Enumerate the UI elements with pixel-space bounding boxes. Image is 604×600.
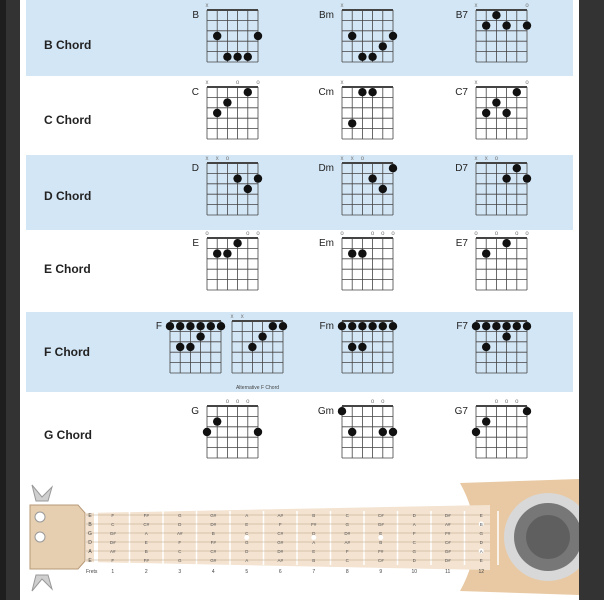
fret-number: 4: [211, 569, 215, 575]
open-string-mark: o: [235, 399, 240, 405]
fret-note: G: [177, 513, 182, 518]
fret-note: D: [412, 513, 416, 518]
fret-note: D: [412, 558, 416, 563]
chord-name: B: [192, 10, 199, 21]
fret-number: 12: [478, 569, 485, 575]
finger-dot: [207, 322, 215, 330]
muted-string-mark: x: [340, 80, 344, 86]
finger-dot: [502, 21, 510, 29]
finger-dot: [472, 322, 480, 330]
finger-dot: [482, 249, 490, 257]
fret-number: 1: [111, 569, 115, 575]
chord-name: B7: [455, 10, 468, 21]
finger-dot: [213, 417, 221, 425]
fret-note: G#: [210, 558, 217, 563]
open-string-mark: o: [340, 231, 344, 237]
fret-note: G: [479, 531, 484, 536]
chord-diagram: [231, 314, 288, 373]
fret-note: E: [245, 522, 249, 527]
open-string-mark: o: [205, 231, 209, 237]
chord-diagram: [319, 231, 395, 290]
chord-name: E7: [455, 238, 468, 249]
fret-note: B: [211, 531, 215, 536]
finger-dot: [523, 322, 531, 330]
finger-dot: [348, 428, 356, 436]
finger-dot: [523, 174, 531, 182]
finger-dot: [389, 32, 397, 40]
chord-name: Em: [319, 238, 334, 249]
chord-diagrams: [20, 0, 579, 480]
fret-note: D#: [444, 513, 451, 518]
chord-diagram: [191, 399, 262, 458]
finger-dot: [338, 322, 346, 330]
fret-note: C#: [377, 558, 384, 563]
finger-dot: [213, 109, 221, 117]
open-string-mark: o: [474, 231, 478, 237]
open-string-note: E: [88, 558, 92, 564]
finger-dot: [358, 53, 366, 61]
guitar-neck: [20, 475, 579, 600]
fret-note: C: [412, 540, 416, 545]
finger-dot: [368, 174, 376, 182]
open-string-note: B: [88, 522, 92, 528]
muted-string-mark: x: [340, 156, 344, 162]
finger-dot: [368, 53, 376, 61]
open-string-mark: o: [370, 399, 375, 405]
finger-dot: [523, 407, 531, 415]
fret-note: G#: [277, 540, 284, 545]
fret-note: C#: [444, 540, 451, 545]
chord-name: C: [191, 87, 199, 98]
fret-note: D#: [210, 522, 217, 527]
fret-note: E: [312, 549, 316, 554]
finger-dot: [223, 249, 231, 257]
fret-note: G: [412, 549, 417, 554]
finger-dot: [389, 428, 397, 436]
finger-dot: [379, 322, 387, 330]
open-string-note: G: [88, 531, 92, 537]
open-string-mark: o: [256, 80, 260, 86]
fret-note: G: [177, 558, 182, 563]
fret-note: C#: [377, 513, 384, 518]
chord-diagram: [319, 3, 397, 62]
chord-name: F: [155, 321, 162, 332]
tuning-peg: [35, 532, 45, 542]
alternative-chord-caption: Alternative F Chord: [235, 385, 280, 391]
chord-name: G7: [454, 406, 468, 417]
chord-diagram: [192, 80, 261, 139]
chord-diagram: [455, 399, 532, 458]
open-string-mark: o: [246, 399, 250, 405]
finger-dot: [492, 322, 500, 330]
fret-number: 5: [245, 569, 249, 575]
fret-note: F: [111, 558, 115, 563]
finger-dot: [379, 428, 387, 436]
fret-note: C: [345, 558, 349, 563]
chord-diagram: [456, 231, 530, 290]
chord-name: Dm: [318, 163, 334, 174]
fret-note: C: [111, 522, 115, 527]
finger-dot: [348, 322, 356, 330]
fret-note: D: [245, 549, 249, 554]
muted-string-mark: x: [205, 156, 209, 162]
fret-note: A: [312, 540, 316, 545]
fret-note: G: [244, 540, 249, 545]
chord-diagram: [318, 399, 397, 458]
finger-dot: [233, 174, 241, 182]
finger-dot: [513, 164, 521, 172]
row-label-b: B Chord: [44, 38, 92, 52]
fret-number: 2: [144, 569, 148, 575]
finger-dot: [223, 98, 231, 106]
finger-dot: [213, 32, 221, 40]
fret-note: B: [312, 513, 316, 518]
fret-number: 7: [312, 569, 316, 575]
open-string-mark: o: [256, 231, 260, 237]
fret-note: A: [245, 558, 249, 563]
finger-dot: [482, 21, 490, 29]
fret-note: C#: [210, 549, 217, 554]
chord-chart-sheet: [20, 0, 579, 600]
finger-dot: [482, 109, 490, 117]
open-string-note: E: [88, 513, 92, 519]
fret-note: C#: [277, 531, 284, 536]
finger-dot: [513, 88, 521, 96]
fret-note: C: [245, 531, 249, 536]
fret-note: A#: [444, 522, 451, 527]
fret-note: D: [312, 531, 316, 536]
finger-dot: [502, 322, 510, 330]
finger-dot: [348, 32, 356, 40]
finger-dot: [389, 164, 397, 172]
finger-dot: [513, 322, 521, 330]
open-string-mark: o: [525, 80, 529, 86]
neck-nut: [94, 512, 98, 564]
finger-dot: [502, 109, 510, 117]
muted-string-mark: x: [205, 80, 209, 86]
fret-note: D#: [277, 549, 284, 554]
muted-string-mark: x: [205, 3, 209, 9]
finger-dot: [348, 249, 356, 257]
open-string-mark: o: [515, 231, 519, 237]
finger-dot: [254, 428, 262, 436]
row-label-g: G Chord: [44, 428, 92, 442]
row-label-c: C Chord: [44, 113, 92, 127]
open-string-note: D: [88, 540, 92, 546]
fret-note: E: [144, 540, 148, 545]
finger-dot: [244, 53, 252, 61]
finger-dot: [176, 343, 184, 351]
chord-diagram: [320, 321, 398, 373]
fret-number: 8: [345, 569, 349, 575]
finger-dot: [186, 322, 194, 330]
muted-string-mark: x: [350, 156, 354, 162]
finger-dot: [472, 428, 480, 436]
finger-dot: [348, 119, 356, 127]
tuning-peg: [35, 512, 45, 522]
fret-note: A: [479, 549, 483, 554]
finger-dot: [502, 239, 510, 247]
open-string-note: A: [88, 549, 92, 555]
fret-note: F#: [445, 531, 451, 536]
chord-diagram: [455, 156, 531, 215]
finger-dot: [254, 32, 262, 40]
fret-note: A#: [277, 513, 284, 518]
finger-dot: [389, 322, 397, 330]
fret-note: D#: [344, 531, 351, 536]
fret-note: G#: [444, 549, 451, 554]
fret-note: D#: [444, 558, 451, 563]
open-string-mark: o: [525, 3, 529, 9]
finger-dot: [196, 332, 204, 340]
row-label-d: D Chord: [44, 189, 92, 203]
finger-dot: [502, 332, 510, 340]
fret-note: F#: [311, 522, 317, 527]
open-string-mark: o: [235, 80, 240, 86]
finger-dot: [244, 88, 252, 96]
finger-dot: [492, 11, 500, 19]
chord-name: E: [192, 238, 199, 249]
chord-name: D7: [455, 163, 468, 174]
fret-note: A#: [176, 531, 183, 536]
chord-diagram: [318, 80, 393, 139]
finger-dot: [248, 343, 256, 351]
fret-note: B: [479, 522, 483, 527]
muted-string-mark: x: [484, 156, 488, 162]
muted-string-mark: x: [340, 3, 344, 9]
fret-note: D: [479, 540, 483, 545]
finger-dot: [213, 249, 221, 257]
fret-note: F: [278, 522, 282, 527]
fret-note: C: [178, 549, 182, 554]
fret-note: E: [479, 558, 483, 563]
row-label-f: F Chord: [44, 345, 90, 359]
finger-dot: [379, 42, 387, 50]
fret-note: A: [144, 531, 148, 536]
fret-note: D: [178, 522, 182, 527]
finger-dot: [217, 322, 225, 330]
finger-dot: [244, 185, 252, 193]
fret-note: G#: [377, 522, 384, 527]
fret-number: 6: [278, 569, 282, 575]
chord-name: C7: [455, 87, 468, 98]
open-string-mark: o: [515, 399, 519, 405]
fret-note: E: [479, 513, 483, 518]
fret-note: A: [412, 522, 416, 527]
fret-note: F#: [143, 558, 149, 563]
fret-number: 9: [379, 569, 383, 575]
muted-string-mark: x: [474, 156, 478, 162]
chord-diagram: [456, 321, 531, 373]
fret-note: A#: [109, 549, 116, 554]
finger-dot: [523, 21, 531, 29]
open-string-mark: o: [370, 231, 375, 237]
fret-note: F#: [143, 513, 149, 518]
finger-dot: [186, 343, 194, 351]
finger-dot: [223, 53, 231, 61]
frets-label: Frets: [86, 569, 98, 575]
muted-string-mark: x: [215, 156, 219, 162]
finger-dot: [368, 88, 376, 96]
chord-diagram: [156, 321, 225, 373]
open-string-mark: o: [494, 399, 499, 405]
open-string-mark: o: [494, 231, 499, 237]
chord-name: Fm: [319, 321, 334, 332]
finger-dot: [176, 322, 184, 330]
finger-dot: [203, 428, 211, 436]
open-string-mark: o: [225, 156, 230, 162]
finger-dot: [358, 249, 366, 257]
fret-note: F: [178, 540, 182, 545]
finger-dot: [358, 322, 366, 330]
chord-name: Gm: [317, 406, 334, 417]
finger-dot: [482, 343, 490, 351]
chord-diagram: [455, 80, 529, 139]
open-string-mark: o: [391, 231, 395, 237]
finger-dot: [502, 174, 510, 182]
fret-note: B: [379, 540, 383, 545]
finger-dot: [233, 53, 241, 61]
sound-hole-inner: [526, 515, 570, 559]
finger-dot: [258, 332, 266, 340]
fret-note: F: [345, 549, 349, 554]
fret-number: 11: [445, 569, 451, 575]
fret-note: F#: [210, 540, 216, 545]
fret-note: B: [144, 549, 148, 554]
fret-note: F#: [378, 549, 384, 554]
open-string-mark: o: [525, 231, 529, 237]
fret-note: F: [111, 513, 115, 518]
fret-note: A#: [344, 540, 351, 545]
fret-note: F: [412, 531, 416, 536]
chord-diagram: [192, 3, 262, 62]
finger-dot: [492, 98, 500, 106]
finger-dot: [348, 343, 356, 351]
fret-note: D#: [109, 540, 116, 545]
chord-diagram: [456, 3, 531, 62]
row-label-e: E Chord: [44, 262, 91, 276]
fret-note: G: [345, 522, 350, 527]
fret-note: A#: [277, 558, 284, 563]
fret-number: 10: [411, 569, 418, 575]
fret-note: C: [345, 513, 349, 518]
chord-diagram: [318, 156, 397, 215]
chord-name: G: [191, 406, 199, 417]
open-string-mark: o: [360, 156, 365, 162]
open-string-mark: o: [381, 231, 385, 237]
finger-dot: [482, 322, 490, 330]
chord-name: Bm: [319, 10, 334, 21]
fret-number: 3: [178, 569, 182, 575]
finger-dot: [338, 407, 346, 415]
fret-note: G#: [210, 513, 217, 518]
finger-dot: [379, 185, 387, 193]
fret-note: A: [245, 513, 249, 518]
chord-diagram: [192, 231, 260, 290]
chord-name: Cm: [318, 87, 334, 98]
open-string-mark: o: [494, 156, 499, 162]
open-string-mark: o: [225, 399, 230, 405]
finger-dot: [279, 322, 287, 330]
fret-note: E: [379, 531, 383, 536]
chord-diagram: [192, 156, 262, 215]
chord-name: D: [191, 163, 199, 174]
finger-dot: [269, 322, 277, 330]
finger-dot: [482, 417, 490, 425]
fret-note: B: [312, 558, 316, 563]
left-edge-bar: [0, 0, 6, 600]
open-string-mark: o: [246, 231, 250, 237]
open-string-mark: o: [381, 399, 385, 405]
muted-string-mark: x: [474, 3, 478, 9]
finger-dot: [358, 343, 366, 351]
chord-name: F7: [456, 321, 468, 332]
muted-string-mark: x: [240, 314, 244, 320]
open-string-mark: o: [504, 399, 509, 405]
finger-dot: [166, 322, 174, 330]
finger-dot: [196, 322, 204, 330]
finger-dot: [368, 322, 376, 330]
finger-dot: [358, 88, 366, 96]
fret-note: C#: [143, 522, 150, 527]
fret-note: G#: [109, 531, 116, 536]
muted-string-mark: x: [230, 314, 234, 320]
muted-string-mark: x: [474, 80, 478, 86]
finger-dot: [254, 174, 262, 182]
finger-dot: [233, 239, 241, 247]
